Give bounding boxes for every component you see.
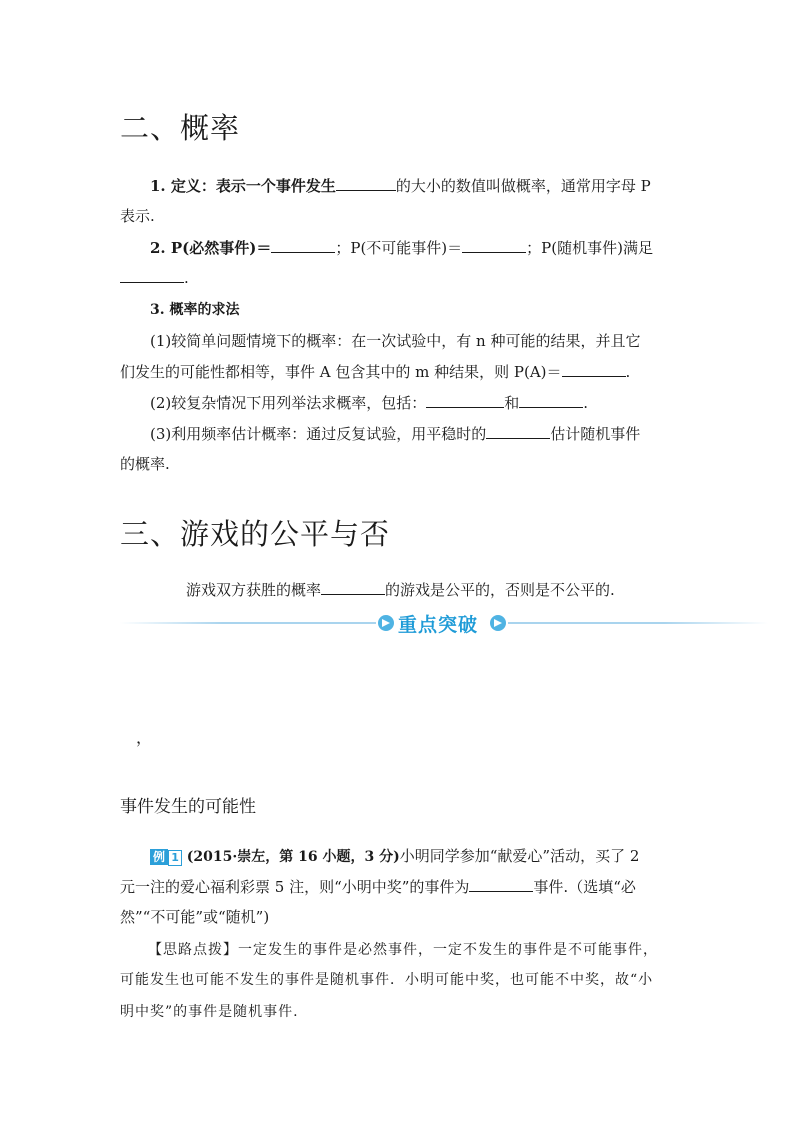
- sub-1-line-2: [120, 362, 630, 382]
- sub-3-text-a: (3)利用频率估计概率：通过反复试验，用平稳时的: [150, 425, 487, 443]
- section-3-text: [186, 580, 615, 600]
- item-1-line-2: 表示.: [120, 207, 155, 225]
- banner-line-left: [120, 622, 376, 624]
- period: .: [625, 363, 631, 381]
- item-2-line-1: [150, 238, 653, 258]
- blank: [336, 176, 396, 191]
- period: .: [184, 269, 189, 287]
- paper-plane-icon: [490, 615, 506, 631]
- item-3-title: 3. 概率的求法: [150, 302, 240, 318]
- sub-1-text-b: 们发生的可能性都相等，事件 A 包含其中的 m 种结果，则 P(A)＝: [120, 363, 562, 381]
- example-1-line-1: [150, 846, 639, 867]
- hint-line-3: 明中奖”的事件是随机事件.: [120, 1004, 299, 1020]
- section-title-probability: 二、概率: [120, 111, 241, 145]
- section-title-game-fairness: 三、游戏的公平与否: [120, 517, 391, 551]
- blank: [469, 877, 533, 892]
- section-3-text-b: 的游戏是公平的，否则是不公平的.: [385, 581, 615, 599]
- item-2-text-c: ；P(随机事件)满足: [526, 239, 653, 257]
- example-badge: 例: [150, 849, 168, 865]
- blank: [426, 393, 504, 408]
- blank: [486, 424, 550, 439]
- item-1-text-b: 的大小的数值叫做概率，通常用字母 P: [395, 177, 651, 195]
- sub-3-line-2: 的概率.: [120, 455, 170, 473]
- example-text-1: 小明同学参加“献爱心”活动，买了 2: [399, 847, 640, 865]
- banner-line-right: [508, 622, 768, 624]
- blank: [271, 238, 335, 253]
- item-2-text-b: ；P(不可能事件)＝: [335, 239, 463, 257]
- item-1-text-a: 1. 定义：表示一个事件发生: [150, 177, 336, 195]
- sub-3-line-1: [150, 424, 640, 444]
- example-1-line-3: 然”“不可能”或“随机”): [120, 908, 270, 926]
- sub-1-line-1: (1)较简单问题情境下的概率：在一次试验中，有 n 种可能的结果，并且它: [150, 332, 641, 350]
- item-1-line-1: [150, 176, 651, 196]
- sub-2-text-a: (2)较复杂情况下用列举法求概率，包括：: [150, 394, 427, 412]
- section-3-text-a: 游戏双方获胜的概率: [186, 581, 322, 599]
- blank: [462, 238, 526, 253]
- sub-2-line: [150, 393, 588, 413]
- blank: [321, 580, 385, 595]
- example-text-2b: 事件.（选填“必: [533, 878, 636, 896]
- example-text-2a: 元一注的爱心福利彩票 5 注，则“小明中奖”的事件为: [120, 878, 470, 896]
- sub-2-text-b: 和: [504, 394, 520, 412]
- blank: [562, 362, 626, 377]
- period: .: [583, 394, 589, 412]
- sub-3-text-b: 估计随机事件: [550, 425, 641, 443]
- hint-line-1: [148, 940, 658, 960]
- banner-title: 重点突破: [398, 614, 479, 636]
- hint-line-2: 可能发生也可能不发生的事件是随机事件．小明可能中奖，也可能不中奖，故“小: [120, 972, 654, 988]
- hint-text-1: 一定发生的事件是必然事件，一定不发生的事件是不可能事件，: [238, 942, 658, 958]
- stray-comma: ，: [136, 728, 153, 747]
- item-2-text-a: 2. P(必然事件)＝: [150, 239, 272, 257]
- example-number: 1: [168, 850, 182, 866]
- blank: [120, 268, 184, 283]
- topic-title: 事件发生的可能性: [120, 797, 256, 817]
- example-1-line-2: [120, 877, 636, 897]
- hint-label: 【思路点拨】: [148, 942, 238, 958]
- item-2-line-2: [120, 268, 189, 288]
- example-source: (2015·崇左，第 16 小题，3 分): [186, 849, 400, 865]
- paper-plane-icon: [378, 615, 394, 631]
- blank: [519, 393, 583, 408]
